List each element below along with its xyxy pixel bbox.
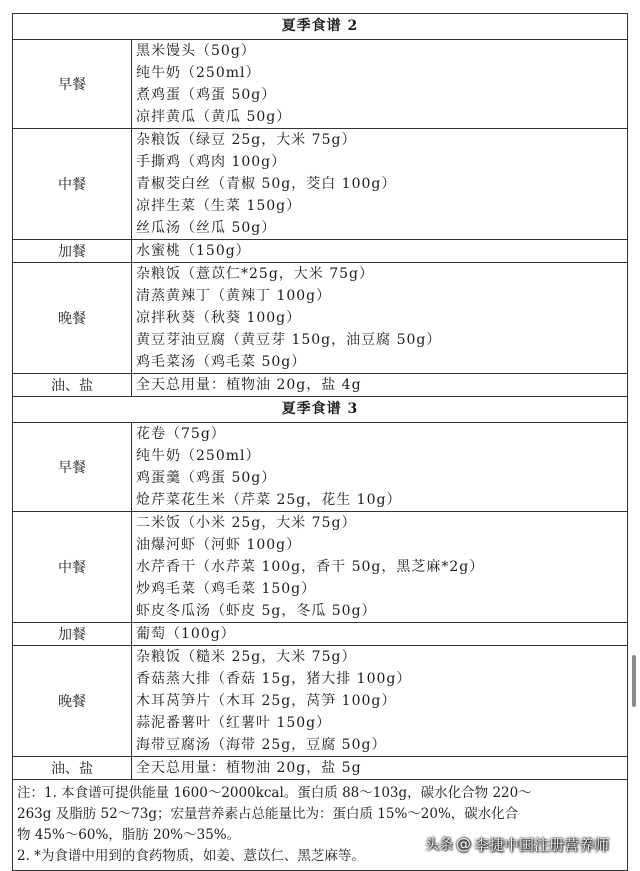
dish-line: 杂粮饭（薏苡仁*25g，大米 75g） xyxy=(136,266,375,282)
dish-line: 青椒茭白丝（青椒 50g，茭白 100g） xyxy=(136,176,397,192)
dish-line: 香菇蒸大排（香菇 15g，猪大排 100g） xyxy=(136,671,412,687)
meal-name: 晚餐 xyxy=(13,646,132,757)
dish-line: 全天总用量：植物油 20g，盐 5g xyxy=(136,760,362,776)
dish-line: 葡萄（100g） xyxy=(136,626,236,642)
dish-line: 杂粮饭（糙米 25g，大米 75g） xyxy=(136,649,357,665)
meal-name: 晚餐 xyxy=(13,263,132,374)
dish-line: 杂粮饭（绿豆 25g，大米 75g） xyxy=(136,132,357,148)
dish-line: 虾皮冬瓜汤（虾皮 5g，冬瓜 50g） xyxy=(136,603,377,619)
meal-items xyxy=(132,263,628,374)
meal-row xyxy=(13,263,628,374)
note-line: 物 45%～60%，脂肪 20%～35%。 xyxy=(17,827,241,843)
dish-line: 黄豆芽油豆腐（黄豆芽 150g，油豆腐 50g） xyxy=(136,332,442,348)
dish-line: 煮鸡蛋（鸡蛋 50g） xyxy=(136,87,277,103)
dish-line: 木耳莴笋片（木耳 25g，莴笋 100g） xyxy=(136,693,397,709)
meal-items xyxy=(132,40,628,129)
menu-title-row xyxy=(13,14,628,40)
dish-line: 水蜜桃（150g） xyxy=(136,243,251,259)
meal-row xyxy=(13,374,628,397)
scrollbar-thumb[interactable] xyxy=(632,655,636,707)
meal-items xyxy=(132,240,628,263)
dish-line: 纯牛奶（250ml） xyxy=(136,448,261,464)
meal-row xyxy=(13,757,628,780)
watermark-platform: 头条 xyxy=(425,837,453,853)
dish-line: 手撕鸡（鸡肉 100g） xyxy=(136,154,287,170)
menu-title: 夏季食谱 3 xyxy=(13,397,628,423)
dish-line: 纯牛奶（250ml） xyxy=(136,65,261,81)
dish-line: 海带豆腐汤（海带 25g，豆腐 50g） xyxy=(136,737,387,753)
meal-items xyxy=(132,646,628,757)
meal-row xyxy=(13,423,628,512)
meal-name: 油、盐 xyxy=(13,757,132,780)
dish-line: 凉拌生菜（生菜 150g） xyxy=(136,198,302,214)
notes-cell xyxy=(13,780,628,871)
meal-name: 加餐 xyxy=(13,240,132,263)
dish-line: 蒜泥番薯叶（红薯叶 150g） xyxy=(136,715,332,731)
meal-row xyxy=(13,129,628,240)
source-watermark xyxy=(425,832,609,856)
meal-row xyxy=(13,240,628,263)
meal-name: 油、盐 xyxy=(13,374,132,397)
note-line: 2. *为食谱中用到的食药物质，如姜、薏苡仁、黑芝麻等。 xyxy=(17,848,365,864)
meal-name: 早餐 xyxy=(13,40,132,129)
meal-items xyxy=(132,623,628,646)
dish-line: 凉拌秋葵（秋葵 100g） xyxy=(136,310,302,326)
dish-line: 花卷（75g） xyxy=(136,426,226,442)
notes-row xyxy=(13,780,628,871)
dish-line: 全天总用量：植物油 20g，盐 4g xyxy=(136,377,362,393)
dish-line: 二米饭（小米 25g，大米 75g） xyxy=(136,515,357,531)
dish-line: 鸡毛菜汤（鸡毛菜 50g） xyxy=(136,354,307,370)
menu-title-row xyxy=(13,397,628,423)
meal-items xyxy=(132,512,628,623)
note-line: 注：1. 本食谱可提供能量 1600～2000kcal。蛋白质 88～103g，碳水化合物 220～ xyxy=(17,785,532,801)
dish-line: 清蒸黄辣丁（黄辣丁 100g） xyxy=(136,288,332,304)
meal-items xyxy=(132,129,628,240)
dish-line: 鸡蛋羹（鸡蛋 50g） xyxy=(136,470,277,486)
meal-name: 中餐 xyxy=(13,512,132,623)
meal-items xyxy=(132,374,628,397)
meal-row xyxy=(13,40,628,129)
menu-title: 夏季食谱 2 xyxy=(13,14,628,40)
dish-line: 丝瓜汤（丝瓜 50g） xyxy=(136,220,277,236)
dish-line: 炒鸡毛菜（鸡毛菜 150g） xyxy=(136,581,317,597)
watermark-at-sign: @ xyxy=(456,835,471,853)
meal-name: 加餐 xyxy=(13,623,132,646)
note-line: 263g 及脂肪 52～73g；宏量营养素占总能量比为：蛋白质 15%～20%，碳水化合 xyxy=(17,806,519,822)
meal-row xyxy=(13,646,628,757)
dish-line: 黑米馒头（50g） xyxy=(136,43,256,59)
dish-line: 炝芹菜花生米（芹菜 25g，花生 10g） xyxy=(136,492,402,508)
meal-name: 中餐 xyxy=(13,129,132,240)
dish-line: 油爆河虾（河虾 100g） xyxy=(136,537,302,553)
meal-name: 早餐 xyxy=(13,423,132,512)
meal-row xyxy=(13,623,628,646)
meal-row xyxy=(13,512,628,623)
meal-items xyxy=(132,423,628,512)
meal-items xyxy=(132,757,628,780)
watermark-account: 李捷中国注册营养师 xyxy=(474,835,610,854)
dish-line: 水芹香干（水芹菜 100g，香干 50g，黑芝麻*2g） xyxy=(136,559,485,575)
menu-table xyxy=(12,13,628,871)
dish-line: 凉拌黄瓜（黄瓜 50g） xyxy=(136,109,292,125)
